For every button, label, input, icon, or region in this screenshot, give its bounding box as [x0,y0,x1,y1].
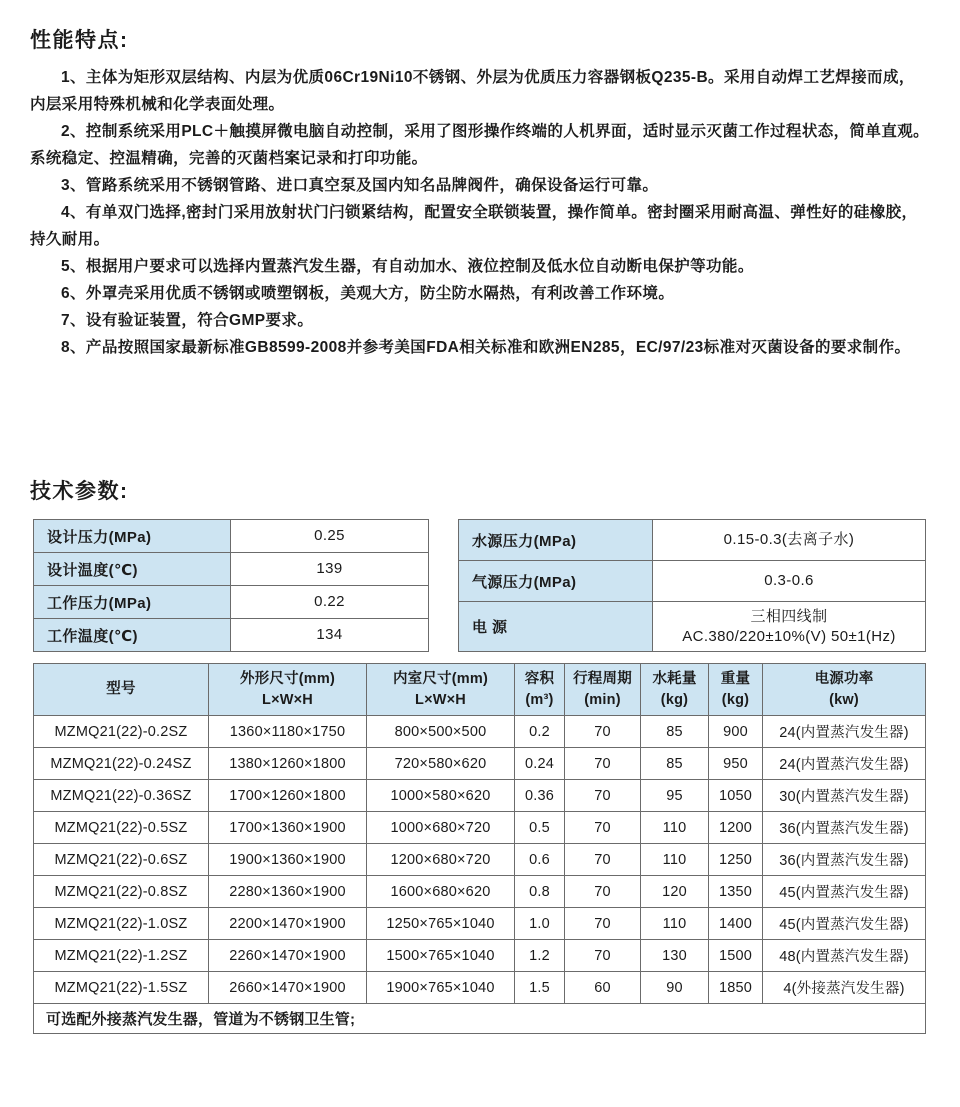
model-cell: MZMQ21(22)-1.5SZ [34,972,209,1004]
spec-row [34,844,926,876]
features-heading: 性能特点: [30,29,129,52]
spec-row [34,940,926,972]
spec-cell: 1700×1360×1900 [209,812,367,844]
model-cell: MZMQ21(22)-0.24SZ [34,748,209,780]
spec-cell: 1500×765×1040 [367,940,515,972]
feature-item: 2、控制系统采用PLC＋触摸屏微电脑自动控制，采用了图形操作终端的人机界面，适时显示灭菌工作过程状态，简单直观。系统稳定、控温精确，完善的灭菌档案记录和打印功能。 [30,123,930,167]
spec-row [34,780,926,812]
spec-cell: 70 [565,908,641,940]
param-row [34,586,429,619]
spec-column-header: 外形尺寸(mm) L×W×H [209,664,367,716]
param-value: 0.22 [231,586,429,619]
spec-column-header: 内室尺寸(mm) L×W×H [367,664,515,716]
spec-cell: 70 [565,940,641,972]
spec-cell: 1.0 [515,908,565,940]
spec-cell: 2660×1470×1900 [209,972,367,1004]
spec-cell: 0.8 [515,876,565,908]
param-value: 0.3-0.6 [653,561,926,602]
spec-cell: 1000×580×620 [367,780,515,812]
spec-cell: 70 [565,780,641,812]
spec-header-row [34,664,926,716]
spec-cell: 1900×765×1040 [367,972,515,1004]
spec-column-header: 容积 (m³) [515,664,565,716]
spec-cell: 0.24 [515,748,565,780]
feature-item: 6、外罩壳采用优质不锈钢或喷塑钢板，美观大方，防尘防水隔热，有利改善工作环境。 [61,285,675,302]
spec-cell: 1400 [709,908,763,940]
feature-item: 8、产品按照国家最新标准GB8599-2008并参考美国FDA相关标准和欧洲EN285，EC/97/23标准对灭菌设备的要求制作。 [61,339,911,356]
spec-cell: 70 [565,748,641,780]
model-cell: MZMQ21(22)-1.0SZ [34,908,209,940]
spec-column-header: 型号 [34,664,209,716]
model-cell: MZMQ21(22)-1.2SZ [34,940,209,972]
feature-item: 5、根据用户要求可以选择内置蒸汽发生器，有自动加水、液位控制及低水位自动断电保护等功能。 [61,258,754,275]
model-cell: MZMQ21(22)-0.8SZ [34,876,209,908]
spec-cell: 36(内置蒸汽发生器) [763,812,926,844]
spec-column-header: 重量 (kg) [709,664,763,716]
spec-cell: 70 [565,876,641,908]
spec-footnote: 可选配外接蒸汽发生器，管道为不锈钢卫生管; [34,1004,926,1034]
spec-cell: 1200 [709,812,763,844]
spec-row [34,908,926,940]
spec-cell: 1380×1260×1800 [209,748,367,780]
spec-cell: 1250×765×1040 [367,908,515,940]
spec-cell: 130 [641,940,709,972]
spec-row [34,748,926,780]
param-label: 工作压力(MPa) [34,586,231,619]
param-row [34,520,429,553]
spec-cell: 4(外接蒸汽发生器) [763,972,926,1004]
feature-item: 3、管路系统采用不锈钢管路、进口真空泵及国内知名品牌阀件，确保设备运行可靠。 [61,177,659,194]
spec-cell: 85 [641,748,709,780]
spec-cell: 1.2 [515,940,565,972]
spec-cell: 1500 [709,940,763,972]
spec-cell: 95 [641,780,709,812]
spec-cell: 1250 [709,844,763,876]
spec-cell: 70 [565,716,641,748]
spec-cell: 1700×1260×1800 [209,780,367,812]
spec-cell: 70 [565,812,641,844]
spec-cell: 2280×1360×1900 [209,876,367,908]
model-cell: MZMQ21(22)-0.5SZ [34,812,209,844]
spec-cell: 36(内置蒸汽发生器) [763,844,926,876]
spec-column-header: 水耗量 (kg) [641,664,709,716]
param-value: 134 [231,619,429,652]
param-value: 139 [231,553,429,586]
model-cell: MZMQ21(22)-0.6SZ [34,844,209,876]
features-list [30,64,930,361]
spec-cell: 48(内置蒸汽发生器) [763,940,926,972]
spec-cell: 1350 [709,876,763,908]
spec-row [34,972,926,1004]
param-value: 0.25 [231,520,429,553]
spec-cell: 1850 [709,972,763,1004]
spec-table [33,663,926,1034]
design-params-table [33,519,429,652]
feature-item: 4、有单双门选择,密封门采用放射状门闩锁紧结构，配置安全联锁装置，操作简单。密封圈采用耐高温、弹性好的硅橡胶，持久耐用。 [30,204,918,248]
param-value: 三相四线制 AC.380/220±10%(V) 50±1(Hz) [653,602,926,652]
spec-cell: 1360×1180×1750 [209,716,367,748]
spec-cell: 800×500×500 [367,716,515,748]
spec-cell: 1000×680×720 [367,812,515,844]
param-row [34,553,429,586]
spec-cell: 120 [641,876,709,908]
param-label: 设计温度(℃) [34,553,231,586]
spec-cell: 0.36 [515,780,565,812]
spec-cell: 45(内置蒸汽发生器) [763,876,926,908]
spec-column-header: 电源功率 (kw) [763,664,926,716]
spec-cell: 24(内置蒸汽发生器) [763,748,926,780]
spec-cell: 45(内置蒸汽发生器) [763,908,926,940]
spec-cell: 950 [709,748,763,780]
param-row [459,602,926,652]
spec-cell: 0.6 [515,844,565,876]
spec-cell: 24(内置蒸汽发生器) [763,716,926,748]
spec-cell: 1050 [709,780,763,812]
param-tables [33,519,926,652]
model-cell: MZMQ21(22)-0.36SZ [34,780,209,812]
spec-cell: 110 [641,844,709,876]
spec-cell: 1200×680×720 [367,844,515,876]
spec-cell: 2200×1470×1900 [209,908,367,940]
spec-cell: 900 [709,716,763,748]
spec-column-header: 行程周期 (min) [565,664,641,716]
model-cell: MZMQ21(22)-0.2SZ [34,716,209,748]
spec-cell: 60 [565,972,641,1004]
spec-cell: 30(内置蒸汽发生器) [763,780,926,812]
spec-cell: 720×580×620 [367,748,515,780]
feature-item: 7、设有验证装置，符合GMP要求。 [61,312,314,329]
param-label: 气源压力(MPa) [459,561,653,602]
spec-table-body [34,716,926,1004]
spec-cell: 85 [641,716,709,748]
param-row [34,619,429,652]
param-label: 设计压力(MPa) [34,520,231,553]
supply-params-table [458,519,926,652]
param-value: 0.15-0.3(去离子水) [653,520,926,561]
spec-cell: 0.2 [515,716,565,748]
spec-row [34,876,926,908]
param-row [459,520,926,561]
footnote-row [34,1004,926,1034]
tech-params-heading: 技术参数: [30,480,129,503]
spec-cell: 90 [641,972,709,1004]
param-row [459,561,926,602]
spec-cell: 0.5 [515,812,565,844]
spec-cell: 1.5 [515,972,565,1004]
spec-cell: 110 [641,908,709,940]
param-label: 电 源 [459,602,653,652]
spec-cell: 2260×1470×1900 [209,940,367,972]
spec-cell: 70 [565,844,641,876]
param-label: 水源压力(MPa) [459,520,653,561]
spec-cell: 1600×680×620 [367,876,515,908]
spec-cell: 1900×1360×1900 [209,844,367,876]
spec-row [34,716,926,748]
spec-cell: 110 [641,812,709,844]
param-label: 工作温度(℃) [34,619,231,652]
spec-table-header [34,664,926,716]
feature-item: 1、主体为矩形双层结构、内层为优质06Cr19Ni10不锈钢、外层为优质压力容器钢板Q235-B。采用自动焊工艺焊接而成，内层采用特殊机械和化学表面处理。 [30,69,915,113]
spec-row [34,812,926,844]
